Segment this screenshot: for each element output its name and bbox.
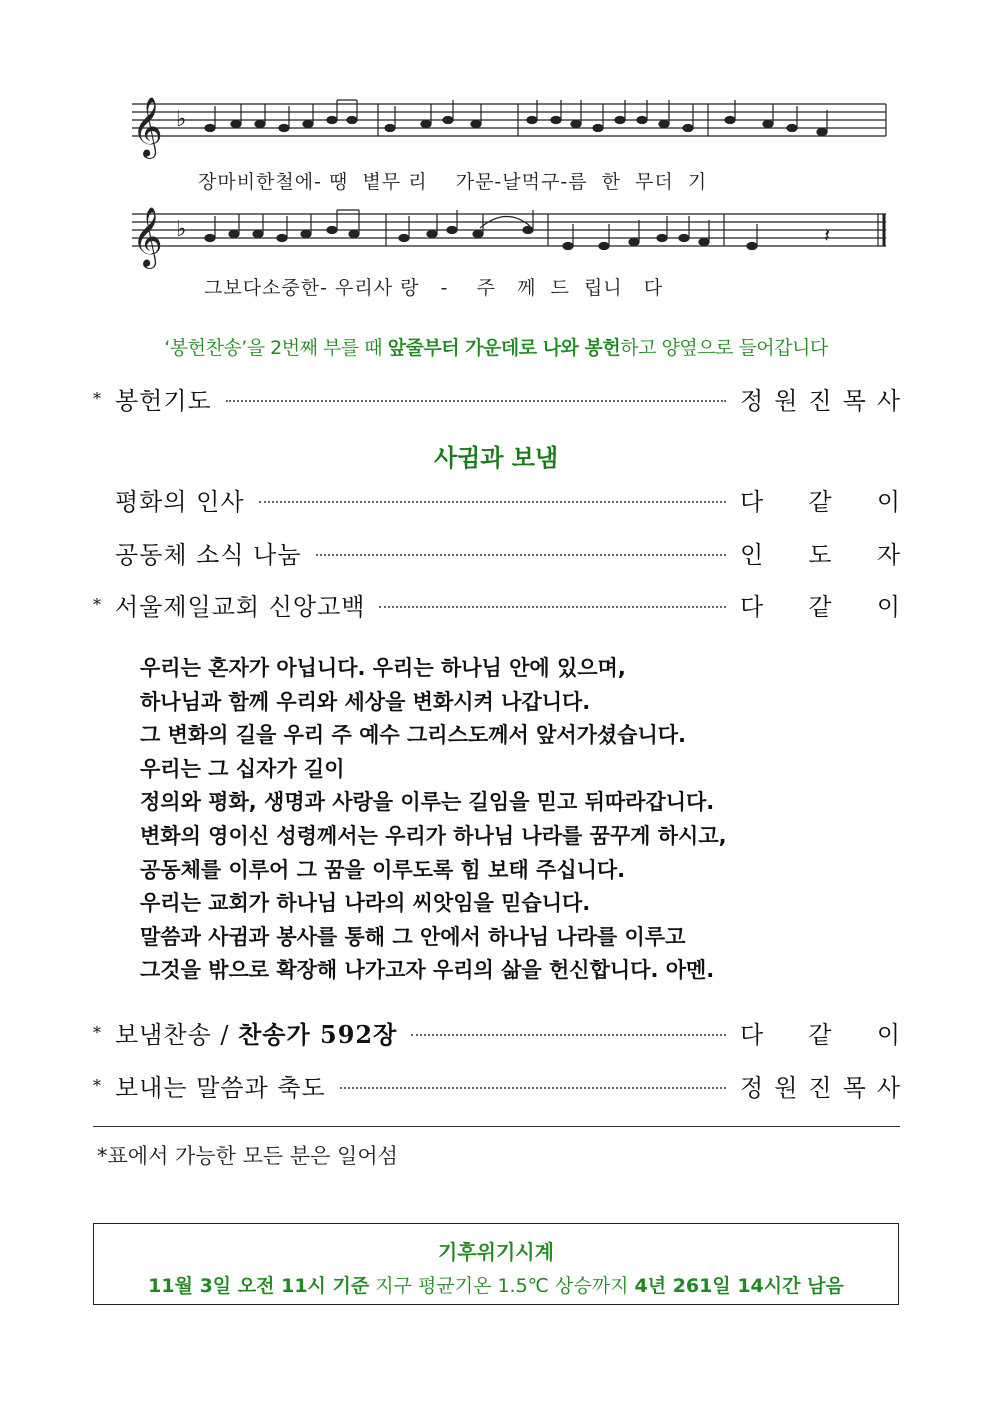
svg-text:𝄞: 𝄞	[132, 97, 163, 157]
standing-mark: *	[93, 594, 101, 614]
order-item-leader: 정 원 진 목 사	[740, 386, 900, 415]
standing-mark: *	[93, 388, 101, 408]
order-item-label: 봉헌기도	[115, 386, 212, 415]
creed-line: 하나님과 함께 우리와 세상을 변화시켜 나갑니다.	[140, 689, 591, 714]
leader-dots	[340, 1087, 726, 1089]
order-item-label: 서울제일교회 신앙고백	[115, 592, 366, 621]
order-item-benediction	[93, 1068, 900, 1102]
climate-clock-text: 11월 3일 오전 11시 기준 지구 평균기온 1.5℃ 상승까지 4년 261일 14시간 남음	[148, 1275, 844, 1297]
hymn-lyrics-line-2: 그보다소중한- 우리사 랑 - 주 께 드 립니 다	[204, 277, 664, 299]
creed-line: 정의와 평화, 생명과 사랑을 이루는 길임을 믿고 뒤따라갑니다.	[140, 790, 715, 815]
creed-line: 공동체를 이루어 그 꿈을 이루도록 힘 보태 주십니다.	[140, 857, 626, 882]
section-title: 사귐과 보냄	[433, 444, 559, 472]
divider	[93, 1126, 900, 1127]
leader-dots	[411, 1034, 726, 1036]
order-item-label: 평화의 인사	[115, 487, 245, 516]
order-item-leader: 정 원 진 목 사	[740, 1073, 900, 1102]
order-item-label: 보냄찬송 / 찬송가 592장	[115, 1019, 398, 1049]
climate-clock-box	[93, 1223, 899, 1305]
order-item-label: 보내는 말씀과 축도	[115, 1073, 326, 1102]
svg-text:𝄽: 𝄽	[824, 223, 831, 247]
svg-text:♭: ♭	[176, 107, 187, 132]
leader-dots	[316, 554, 726, 556]
order-item-confession-of-faith	[93, 587, 900, 621]
svg-text:♭: ♭	[176, 217, 187, 242]
creed-line: 우리는 교회가 하나님 나라의 씨앗임을 믿습니다.	[140, 891, 591, 916]
order-item-peace-greeting	[93, 482, 900, 516]
order-item-label: 공동체 소식 나눔	[115, 540, 302, 569]
hymn-lyrics-line-1: 장마비한철에- 땡 볕무 리 가문-날먹구-름 한 무더 기	[198, 171, 708, 193]
order-item-leader: 다 같 이	[740, 592, 900, 621]
creed-line: 우리는 그 십자가 길이	[140, 756, 345, 781]
music-staff-2	[128, 202, 893, 272]
climate-clock-title: 기후위기시계	[438, 1240, 554, 1264]
order-item-offering-prayer	[93, 381, 900, 415]
leader-dots	[379, 606, 726, 608]
creed-line: 말씀과 사귐과 봉사를 통해 그 안에서 하나님 나라를 이루고	[140, 924, 686, 949]
music-staff-1	[128, 92, 893, 162]
svg-text:𝄞: 𝄞	[132, 207, 163, 267]
standing-footnote: *표에서 가능한 모든 분은 일어섬	[97, 1144, 398, 1168]
standing-mark: *	[93, 1022, 101, 1042]
order-item-leader: 다 같 이	[740, 1020, 900, 1049]
creed-line: 변화의 영이신 성령께서는 우리가 하나님 나라를 꿈꾸게 하시고,	[140, 823, 727, 848]
creed-line: 그것을 밖으로 확장해 나가고자 우리의 삶을 헌신합니다. 아멘.	[140, 958, 715, 983]
order-item-community-news	[93, 535, 900, 569]
confession-of-faith-text	[140, 652, 727, 988]
creed-line: 우리는 혼자가 아닙니다. 우리는 하나님 안에 있으며,	[140, 656, 626, 680]
leader-dots	[226, 400, 726, 402]
standing-mark: *	[93, 1075, 101, 1095]
order-item-leader: 다 같 이	[740, 487, 900, 516]
leader-dots	[259, 501, 726, 503]
creed-line: 그 변화의 길을 우리 주 예수 그리스도께서 앞서가셨습니다.	[140, 723, 687, 748]
order-item-leader: 인 도 자	[740, 540, 900, 569]
offering-instruction: ‘봉헌찬송’을 2번째 부를 때 앞줄부터 가운데로 나와 봉헌하고 양옆으로 들어갑니다	[164, 337, 828, 359]
order-item-sending-hymn	[93, 1015, 900, 1049]
